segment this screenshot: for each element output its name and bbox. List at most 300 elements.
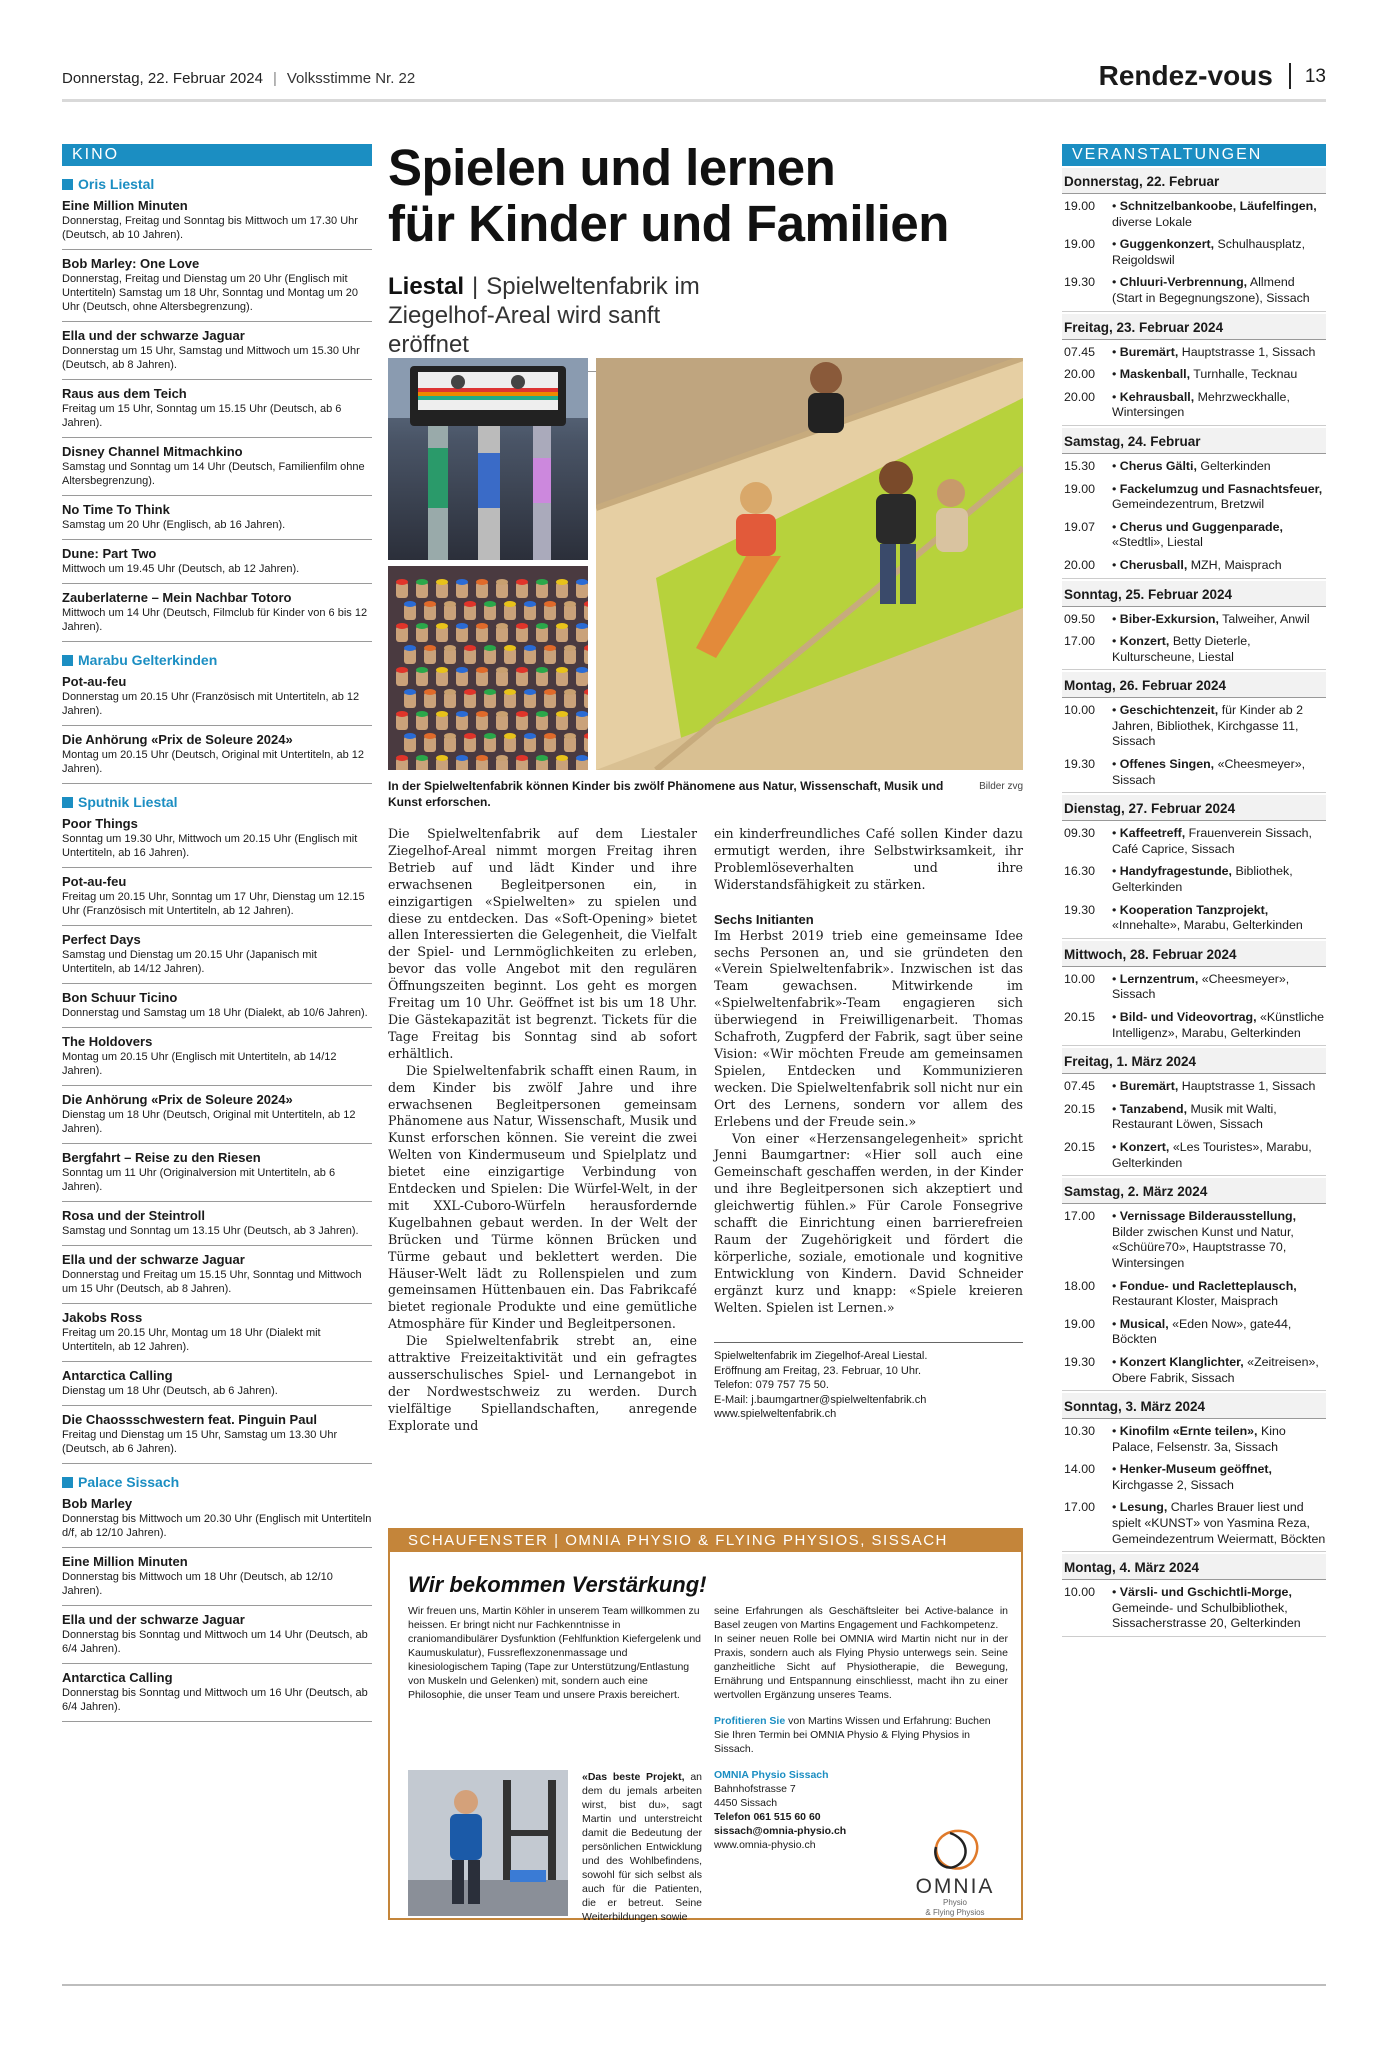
event-item [1062,752,1326,793]
article-subhead [388,272,710,372]
schaufenster-text-2 [714,1604,1008,1852]
event-location: Mehrzweckhalle, Wintersingen [1112,389,1290,420]
event-time: 20.15 [1064,1010,1096,1024]
event-title: Buremärt, [1119,1079,1179,1094]
film-title: Ella und der schwarze Jaguar [62,1612,245,1627]
event-title: Chluuri-Verbrennung, [1119,275,1248,290]
event-location: für Kinder ab 2 Jahren, Bibliothek, Kirchgasse 11, Sissach [1112,703,1303,749]
logo-sub-2: & Flying Physios [925,1908,985,1917]
event-location: Turnhalle, Tecknau [1193,367,1298,382]
article-photos [388,358,1023,770]
contact-website[interactable]: www.omnia-physio.ch [714,1839,816,1851]
event-item [1062,385,1326,426]
cinema-name: Marabu Gelterkinden [78,652,218,668]
event-location: Charles Brauer liest und spielt «KUNST» von Yasmina Reza, Gemeindezentrum Weiermatt, Böckten [1112,1500,1326,1546]
film-title: Poor Things [62,816,138,831]
film-details: Freitag um 20.15 Uhr, Montag um 18 Uhr (Dialekt mit Untertiteln, ab 12 Jahren). [62,1327,321,1353]
film-listing [62,984,372,1028]
info-website[interactable]: www.spielweltenfabrik.ch [714,1408,837,1421]
film-title: Antarctica Calling [62,1670,173,1685]
event-time: 10.00 [1064,703,1096,718]
event-day-heading: Montag, 4. März 2024 [1062,1554,1326,1580]
event-time: 10.30 [1064,1424,1096,1439]
event-location: «Innehalte», Marabu, Gelterkinden [1112,918,1303,933]
kino-list [62,176,372,1722]
event-location: Restaurant Kloster, Maisprach [1112,1294,1278,1309]
film-listing [62,1144,372,1202]
event-title: Kooperation Tanzprojekt, [1119,902,1269,917]
event-day-heading: Donnerstag, 22. Februar [1062,168,1326,194]
headline-line-1: Spielen und lernen [388,139,836,196]
event-time: 19.30 [1064,757,1096,772]
event-title: Konzert, [1119,1139,1170,1154]
film-listing [62,726,372,784]
film-title: Dune: Part Two [62,546,157,561]
event-text: • Konzert Klanglichter, «Zeitreisen», Obere Fabrik, Sissach [1112,1354,1319,1385]
event-item [1062,607,1326,630]
event-time: 14.00 [1064,1462,1096,1477]
event-text: • Cherusball, MZH, Maisprach [1112,557,1282,572]
film-title: Disney Channel Mitmachkino [62,444,243,459]
article-paragraph: Die Spielweltenfabrik auf dem Liestaler Ziegelhof-Areal nimmt morgen Freitag ihren Betrieb auf und lädt Kinder und ihre erwachsenen Begleitpersonen ein, in einzigartigen «Spielwelten» zu spielen und diese zu entdecken. Das «Soft-Opening» bietet allen Interessierten die Gelegenheit, die Vielfalt der Spiel- und Lernmöglichkeiten zu erleben, bevor das volle Angebot mit den regulären Öffnungszeiten beginnt. Los geht es morgen Freitag um 10 Uhr. Geöffnet ist bis um 18 Uhr. Die Gästekapazität ist begrenzt. Tickets für die Tage Freitag bis Sonntag sind ab sofort erhältlich. [388,826,697,1061]
event-location: Hauptstrasse 1, Sissach [1181,1079,1316,1094]
header-date: Donnerstag, 22. Februar 2024 [62,70,263,87]
film-listing [62,250,372,322]
event-title: Schnitzelbankoobe, Läufelfingen, [1119,199,1317,213]
contact-name: OMNIA Physio Sissach [714,1769,829,1781]
film-details: Donnerstag bis Mittwoch um 20.30 Uhr (Englisch mit Untertiteln d/f, ab 12/10 Jahren). [62,1513,372,1539]
event-item [1062,194,1326,232]
film-listing [62,496,372,540]
event-time: 18.00 [1064,1278,1096,1293]
film-listing [62,1028,372,1086]
event-text: • Lesung, Charles Brauer liest und spielt «KUNST» von Yasmina Reza, Gemeindezentrum Weiermatt, Böckten [1112,1500,1326,1546]
film-listing [62,1606,372,1664]
event-item [1062,340,1326,363]
event-item [1062,629,1326,670]
event-title: Fondue- und Racletteplausch, [1119,1278,1297,1293]
event-time: 20.00 [1064,557,1096,572]
contact-street: Bahnhofstrasse 7 [714,1783,796,1795]
header-separator: | [272,70,277,87]
cinema-name: Palace Sissach [78,1474,180,1490]
event-title: Buremärt, [1119,344,1179,359]
event-location: «Les Touristes», Marabu, Gelterkinden [1112,1139,1312,1170]
event-item [1062,1495,1326,1552]
photo-credit: Bilder zvg [979,781,1023,792]
film-listing [62,1086,372,1144]
film-title: Eine Million Minuten [62,1554,188,1569]
film-title: Pot-au-feu [62,674,127,689]
event-day-heading: Mittwoch, 28. Februar 2024 [1062,941,1326,967]
quote-text: an dem du jemals arbeiten wirst, bist du», sagt Martin und unterstreicht damit die Bedeutung der persönlichen Entwicklung und des Wohlbefindens, sowohl für sich selbst als auch für die Patienten, die er betreut. Seine Weiterbildungen sowie [582,1771,702,1923]
event-item [1062,821,1326,859]
section-title: Rendez-vous [1098,60,1273,91]
subhead-text: Spielweltenfabrik im Ziegelhof-Areal wird sanft eröffnet [388,273,700,358]
film-details: Samstag und Sonntag um 14 Uhr (Deutsch, Familienfilm ohne Altersbegrenzung). [62,461,365,487]
article-paragraph: ein kinderfreundliches Café sollen Kinder dazu ermutigt werden, ihre Selbstwirksamkeit, ihr Problemlöseverhalten und ihre Widerstandsfähigkeit zu stärken. [714,826,1023,892]
event-location: Gemeinde- und Schulbibliothek, Sissacherstrasse 20, Gelterkinden [1112,1600,1301,1631]
event-time: 19.00 [1064,481,1096,496]
article-paragraph: Die Spielweltenfabrik strebt an, eine attraktive Freizeitaktivität und ein gefragtes ausserschulisches Spiel- und Lernangebot in der Nordwestschweiz zu werden. Durch vielfältige Spiellandschaften, anregende Explorate und [388,1333,697,1433]
event-text: • Kinofilm «Ernte teilen», Kino Palace, Felsenstr. 3a, Sissach [1112,1424,1286,1454]
event-location: diverse Lokale [1112,214,1192,229]
event-time: 19.00 [1064,1316,1096,1331]
square-bullet-icon [62,655,73,666]
schaufenster-header: SCHAUFENSTER | OMNIA PHYSIO & FLYING PHYSIOS, SISSACH [390,1530,1021,1552]
event-title: Maskenball, [1119,367,1191,382]
event-item [1062,232,1326,270]
cassette-photo [388,358,588,560]
event-item [1062,698,1326,752]
event-day-heading: Freitag, 1. März 2024 [1062,1048,1326,1074]
film-title: Ella und der schwarze Jaguar [62,1252,245,1267]
event-text: • Konzert, Betty Dieterle, Kulturscheune, Liestal [1112,634,1251,664]
event-location: «Stedtli», Liestal [1112,535,1203,550]
article-headline [388,140,1023,252]
film-listing [62,1490,372,1548]
event-time: 09.30 [1064,826,1096,841]
event-text: • Musical, «Eden Now», gate44, Böckten [1112,1316,1292,1347]
event-text: • Cherus und Guggenparade, «Stedtli», Liestal [1112,519,1283,550]
film-details: Samstag und Dienstag um 20.15 Uhr (Japanisch mit Untertiteln, ab 14/12 Jahren). [62,949,317,975]
header-issue: Volksstimme Nr. 22 [286,70,416,87]
event-day-heading: Freitag, 23. Februar 2024 [1062,314,1326,340]
event-title: Tanzabend, [1119,1101,1188,1116]
event-item [1062,1312,1326,1350]
header-section [1099,60,1326,92]
profit-bold: Profitieren Sie [714,1715,786,1727]
event-location: Bilder zwischen Kunst und Natur, «Schüüre70», Hauptstrasse 70, Wintersingen [1112,1224,1294,1270]
cinema-heading [62,794,372,810]
subhead-location: Liestal [388,273,465,300]
film-title: Die Anhörung «Prix de Soleure 2024» [62,732,293,747]
film-details: Donnerstag, Freitag und Dienstag um 20 Uhr (Englisch mit Untertiteln) Samstag um 18 Uhr, Sonntag und Montag um 20 Uhr (Deutsch, ohne Altersbegrenzung). [62,273,358,313]
film-title: Ella und der schwarze Jaguar [62,328,245,343]
film-listing [62,1548,372,1606]
caption-text: In der Spielweltenfabrik können Kinder bis zwölf Phänomene aus Natur, Wissenschaft, Musik und Kunst erforschen. [388,779,944,809]
film-details: Sonntag um 11 Uhr (Originalversion mit Untertiteln, ab 6 Jahren). [62,1167,336,1193]
event-time: 19.00 [1064,237,1096,252]
contact-email[interactable]: sissach@omnia-physio.ch [714,1825,847,1837]
schaufenster-quote [582,1770,702,1924]
event-title: Henker-Museum geöffnet, [1119,1462,1272,1477]
article-infobox [714,1342,1023,1422]
film-details: Dienstag um 18 Uhr (Deutsch, Original mit Untertiteln, ab 12 Jahren). [62,1109,356,1135]
event-text: • Maskenball, Turnhalle, Tecknau [1112,367,1298,382]
event-day-heading: Samstag, 2. März 2024 [1062,1178,1326,1204]
event-title: Offenes Singen, [1119,757,1215,772]
event-time: 19.30 [1064,902,1096,917]
event-location: Hauptstrasse 1, Sissach [1181,344,1316,359]
event-item [1062,553,1326,579]
event-item [1062,1005,1326,1046]
event-title: Lesung, [1119,1500,1168,1515]
martin-photo [408,1770,568,1916]
event-time: 09.50 [1064,611,1096,626]
page-header [62,60,1326,102]
event-time: 20.00 [1064,389,1096,404]
film-listing [62,540,372,584]
film-details: Freitag um 20.15 Uhr, Sonntag um 17 Uhr, Dienstag um 12.15 Uhr (Französisch mit Untertiteln, ab 12 Jahren). [62,891,365,917]
event-item [1062,1419,1326,1457]
event-day-heading: Sonntag, 3. März 2024 [1062,1393,1326,1419]
film-details: Samstag um 20 Uhr (Englisch, ab 16 Jahren). [62,519,286,531]
article-paragraph: Die Spielweltenfabrik schafft einen Raum, in dem Kinder bis zwölf Jahre und ihre erwachsenen Begleitpersonen gemeinsam Phänomene aus Natur, Wissenschaft, Musik und Kunst erforschen können. Sie vereint die zwei Welten von Kindermuseum und Spielplatz und bietet eine einzigartige Verbindung von Entdecken und Spielen: Die Würfel-Welt, in der mit XXL-Cuboro-Würfeln herausfordernde Kugelbahnen gebaut werden. In der Welt der Brücken und Türme können Brücken und Türme gebaut und beklettert werden. Die Häuser-Welt lädt zu Rollenspielen und zum gemeinsamen Hüttenbauen ein. Das Fabrikcafé bietet regionale Produkte und eine gemütliche Atmosphäre für Kinder und Begleitpersonen. [388,1062,697,1332]
event-location: Schulhausplatz, Reigoldswil [1112,237,1306,267]
film-title: Die Anhörung «Prix de Soleure 2024» [62,1092,293,1107]
event-location: «Zeitreisen», Obere Fabrik, Sissach [1112,1354,1319,1385]
event-text: • Bild- und Videovortrag, «Künstliche Intelligenz», Marabu, Gelterkinden [1112,1010,1325,1040]
info-email[interactable]: E-Mail: j.baumgartner@spielweltenfabrik.ch [714,1393,927,1406]
corks-photo [388,566,588,770]
film-listing [62,584,372,642]
film-details: Donnerstag bis Sonntag und Mittwoch um 14 Uhr (Deutsch, ab 6/4 Jahren). [62,1629,368,1655]
event-location: Frauenverein Sissach, Café Caprice, Sissach [1112,826,1312,856]
film-listing [62,1304,372,1362]
film-details: Montag um 20.15 Uhr (Deutsch, Original mit Untertiteln, ab 12 Jahren). [62,749,365,775]
event-text: • Tanzabend, Musik mit Walti, Restaurant Löwen, Sissach [1112,1101,1277,1132]
article-paragraph: Im Herbst 2019 trieb eine gemeinsame Idee sechs Personen an, und sie gründeten den «Verein Spielweltenfabrik». Inzwischen ist das Team gewachsen. Mitwirkende im «Spielweltenfabrik»-Team engagieren sich überwiegend in Freiwilligenarbeit. Thomas Schafroth, Zugpferd der Fabrik, sagt über seine Vision: «Wir möchten Freude am gemeinsamen Spielen, Entdecken und Kommunizieren wecken. Die Spielweltenfabrik soll nicht nur ein Ort des Lernens, sondern vor allem des Erlebens und der Freude sein.» [714,927,1023,1129]
event-text: • Värsli- und Gschichtli-Morge, Gemeinde- und Schulbibliothek, Sissacherstrasse 20, Gelterkinden [1112,1585,1301,1631]
shop-paragraph: In seiner neuen Rolle bei OMNIA wird Martin nicht nur in der Praxis, sondern auch als Flying Physio unterwegs sein. Seine ganzheitliche Sicht auf Physiotherapie, die Bewegung, Ernährung und Entspannung einschliesst, macht ihn zu einer wertvollen Ergänzung unseres Teams. [714,1633,1008,1701]
event-title: Guggenkonzert, [1119,237,1215,252]
kino-column [62,144,372,1722]
event-title: Konzert Klanglichter, [1119,1354,1244,1369]
shop-profit [714,1714,1008,1756]
film-title: No Time To Think [62,502,170,517]
event-text: • Kaffeetreff, Frauenverein Sissach, Café Caprice, Sissach [1112,826,1312,856]
film-title: Die Chaossschwestern feat. Pinguin Paul [62,1412,318,1427]
event-title: Biber-Exkursion, [1119,611,1219,626]
square-bullet-icon [62,797,73,808]
event-location: «Cheesmeyer», Sissach [1112,757,1306,787]
children-slide-photo [596,358,1023,770]
cinema-name: Sputnik Liestal [78,794,178,810]
event-item [1062,477,1326,515]
event-item [1062,270,1326,311]
event-text: • Lernzentrum, «Cheesmeyer», Sissach [1112,971,1290,1002]
event-item [1062,898,1326,939]
event-item [1062,1350,1326,1391]
event-text: • Fondue- und Racletteplausch, Restaurant Kloster, Maisprach [1112,1278,1297,1309]
film-title: Pot-au-feu [62,874,127,889]
event-item [1062,1204,1326,1273]
film-details: Freitag und Dienstag um 15 Uhr, Samstag um 13.30 Uhr (Deutsch, ab 6 Jahren). [62,1429,338,1455]
omnia-logo [900,1825,1010,1920]
event-location: Gemeindezentrum, Bretzwil [1112,497,1265,512]
event-day-heading: Montag, 26. Februar 2024 [1062,672,1326,698]
event-location: MZH, Maisprach [1190,557,1282,572]
event-title: Cherus und Guggenparade, [1119,519,1283,534]
event-time: 10.00 [1064,1585,1096,1600]
contact-phone[interactable]: Telefon 061 515 60 60 [714,1811,821,1823]
info-line: Telefon: 079 757 75 50. [714,1379,829,1392]
event-title: Geschichtenzeit, [1119,703,1219,718]
event-item [1062,515,1326,553]
event-text: • Vernissage Bilderausstellung, Bilder zwischen Kunst und Natur, «Schüüre70», Hauptstrasse 70, Wintersingen [1112,1209,1297,1270]
event-location: Allmend (Start in Begegnungszone), Sissach [1112,275,1310,305]
event-title: Cherusball, [1119,557,1188,572]
event-time: 19.00 [1064,199,1096,213]
event-title: Kinofilm «Ernte teilen», [1119,1424,1258,1439]
events-list [1062,168,1326,1637]
article-column-1 [388,826,697,1435]
film-listing [62,380,372,438]
event-location: Betty Dieterle, Kulturscheune, Liestal [1112,634,1251,664]
event-time: 07.45 [1064,1079,1096,1094]
event-location: «Künstliche Intelligenz», Marabu, Gelterkinden [1112,1010,1325,1040]
event-item [1062,1097,1326,1135]
event-item [1062,362,1326,385]
event-location: Bibliothek, Gelterkinden [1112,864,1293,895]
logo-sub-1: Physio [942,1898,968,1907]
film-listing [62,868,372,926]
event-text: • Henker-Museum geöffnet, Kirchgasse 2, Sissach [1112,1462,1272,1492]
event-text: • Offenes Singen, «Cheesmeyer», Sissach [1112,757,1306,787]
event-time: 19.07 [1064,519,1096,534]
film-details: Samstag und Sonntag um 13.15 Uhr (Deutsch, ab 3 Jahren). [62,1225,359,1237]
event-title: Handyfragestunde, [1119,864,1233,879]
film-title: Eine Million Minuten [62,198,188,213]
event-text: • Schnitzelbankoobe, Läufelfingen, diverse Lokale [1112,199,1317,229]
event-location: Gelterkinden [1200,458,1271,473]
event-text: • Buremärt, Hauptstrasse 1, Sissach [1112,1079,1316,1094]
cinema-name: Oris Liestal [78,176,155,192]
film-title: The Holdovers [62,1034,153,1049]
event-item [1062,1135,1326,1176]
cinema-heading [62,652,372,668]
event-item [1062,1074,1326,1097]
event-title: Kehrausball, [1119,389,1195,404]
event-title: Cherus Gälti, [1119,458,1197,473]
film-details: Donnerstag um 20.15 Uhr (Französisch mit Untertiteln, ab 12 Jahren). [62,691,360,717]
film-listing [62,192,372,250]
film-details: Mittwoch um 19.45 Uhr (Deutsch, ab 12 Jahren). [62,563,300,575]
event-time: 15.30 [1064,458,1096,473]
film-details: Donnerstag, Freitag und Sonntag bis Mittwoch um 17.30 Uhr (Deutsch, ab 10 Jahren). [62,215,358,241]
film-details: Freitag um 15 Uhr, Sonntag um 15.15 Uhr (Deutsch, ab 6 Jahren). [62,403,342,429]
event-text: • Geschichtenzeit, für Kinder ab 2 Jahren, Bibliothek, Kirchgasse 11, Sissach [1112,703,1303,749]
info-line: Spielweltenfabrik im Ziegelhof-Areal Liestal. [714,1350,928,1363]
event-time: 19.30 [1064,275,1096,290]
film-listing [62,1362,372,1406]
schaufenster-text-1: Wir freuen uns, Martin Köhler in unserem Team willkommen zu heissen. Er bringt nicht nur Fachkenntnisse in craniomandibulärer Dysfunktion (Fehlfunktion Kiefergelenk und Kaumuskulatur), Fussreflexzonenmassage und kinesiologischem Taping (Tape zur Unterstützung/Entlastung von Muskeln und Gelenken) mit, sondern auch eine Philosophie, die unser Team und unsere Praxis bereichert. [408,1605,701,1701]
event-text: • Biber-Exkursion, Talweiher, Anwil [1112,611,1310,626]
film-listing [62,1246,372,1304]
event-text: • Guggenkonzert, Schulhausplatz, Reigoldswil [1112,237,1306,267]
event-time: 19.30 [1064,1354,1096,1369]
event-time: 10.00 [1064,971,1096,986]
event-location: Musik mit Walti, Restaurant Löwen, Sissach [1112,1101,1277,1132]
info-line: Eröffnung am Freitag, 23. Februar, 10 Uhr. [714,1364,922,1377]
article-subtitle: Sechs Initianten [714,911,814,927]
event-day-heading: Dienstag, 27. Februar 2024 [1062,795,1326,821]
event-text: • Konzert, «Les Touristes», Marabu, Gelterkinden [1112,1139,1312,1170]
film-title: Bon Schuur Ticino [62,990,178,1005]
event-title: Vernissage Bilderausstellung, [1119,1209,1297,1224]
film-listing [62,1202,372,1246]
event-day-heading: Samstag, 24. Februar [1062,428,1326,454]
event-location: Talweiher, Anwil [1222,611,1310,626]
event-location: «Eden Now», gate44, Böckten [1112,1316,1292,1347]
headline-line-2: für Kinder und Familien [388,195,949,252]
square-bullet-icon [62,179,73,190]
schaufenster-ad [388,1528,1023,1923]
event-time: 20.15 [1064,1139,1096,1154]
schaufenster-title: Wir bekommen Verstärkung! [408,1572,707,1597]
profit-text: von Martins Wissen und Erfahrung: Buchen Sie Ihren Termin bei OMNIA Physio & Flying Physios in Sissach. [714,1715,991,1755]
film-details: Donnerstag und Samstag um 18 Uhr (Dialekt, ab 10/6 Jahren). [62,1007,368,1019]
events-title: VERANSTALTUNGEN [1062,144,1326,166]
film-title: Raus aus dem Teich [62,386,187,401]
event-location: Kino Palace, Felsenstr. 3a, Sissach [1112,1424,1286,1454]
film-details: Donnerstag und Freitag um 15.15 Uhr, Sonntag und Mittwoch um 15 Uhr (Deutsch, ab 8 Jahren). [62,1269,362,1295]
cinema-heading [62,1474,372,1490]
event-text: • Chluuri-Verbrennung, Allmend (Start in Begegnungszone), Sissach [1112,275,1310,305]
square-bullet-icon [62,1477,73,1488]
film-details: Donnerstag um 15 Uhr, Samstag und Mittwoch um 15.30 Uhr (Deutsch, ab 8 Jahren). [62,345,360,371]
event-time: 17.00 [1064,634,1096,649]
event-text: • Handyfragestunde, Bibliothek, Gelterkinden [1112,864,1293,895]
event-text: • Buremärt, Hauptstrasse 1, Sissach [1112,344,1316,359]
film-details: Dienstag um 18 Uhr (Deutsch, ab 6 Jahren). [62,1385,278,1397]
events-column [1062,144,1326,1639]
event-time: 16.30 [1064,864,1096,879]
event-text: • Kooperation Tanzprojekt, «Innehalte», Marabu, Gelterkinden [1112,902,1303,933]
event-title: Lernzentrum, [1119,971,1199,986]
film-listing [62,810,372,868]
event-text: • Kehrausball, Mehrzweckhalle, Wintersingen [1112,389,1290,420]
event-time: 20.15 [1064,1101,1096,1116]
event-title: Konzert, [1119,634,1170,649]
cinema-heading [62,176,372,192]
photo-caption [388,778,1023,810]
kino-title: KINO [62,144,372,166]
film-listing [62,1406,372,1464]
film-title: Zauberlaterne – Mein Nachbar Totoro [62,590,292,605]
event-item [1062,454,1326,477]
header-divider [1289,63,1291,89]
event-item [1062,967,1326,1005]
event-time: 20.00 [1064,367,1096,382]
film-listing [62,1664,372,1722]
footer-rule [62,1984,1326,1986]
event-title: Musical, [1119,1316,1169,1331]
film-title: Bob Marley [62,1496,133,1511]
film-title: Perfect Days [62,932,141,947]
main-article [388,139,1023,1433]
event-title: Bild- und Videovortrag, [1119,1010,1257,1024]
event-day-heading: Sonntag, 25. Februar 2024 [1062,581,1326,607]
event-title: Kaffeetreff, [1119,826,1186,841]
film-listing [62,438,372,496]
quote-bold: «Das beste Projekt, [582,1771,685,1783]
film-title: Bergfahrt – Reise zu den Riesen [62,1150,261,1165]
film-listing [62,668,372,726]
page-number: 13 [1304,66,1326,87]
event-title: Värsli- und Gschichtli-Morge, [1119,1585,1292,1600]
event-text: • Fackelumzug und Fasnachtsfeuer, Gemeindezentrum, Bretzwil [1112,481,1323,512]
event-location: «Cheesmeyer», Sissach [1112,971,1290,1002]
event-item [1062,1274,1326,1312]
event-item [1062,1457,1326,1495]
subhead-separator: | [472,273,479,300]
event-item [1062,859,1326,897]
event-time: 17.00 [1064,1500,1096,1515]
film-details: Montag um 20.15 Uhr (Englisch mit Untertiteln, ab 14/12 Jahren). [62,1051,337,1077]
film-details: Donnerstag bis Mittwoch um 18 Uhr (Deutsch, ab 12/10 Jahren). [62,1571,333,1597]
